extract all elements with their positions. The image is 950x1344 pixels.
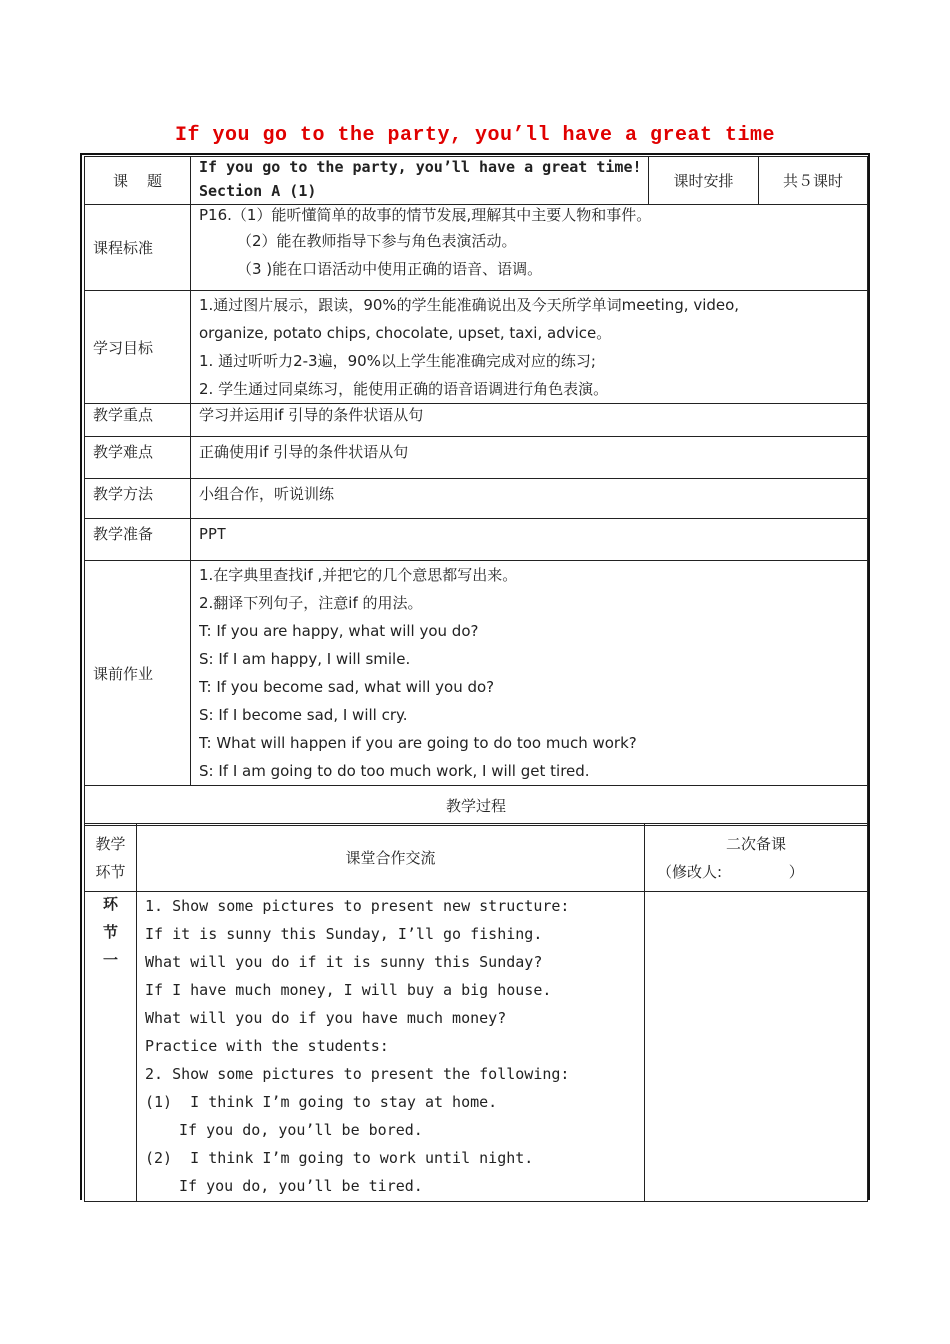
stage-column-header — [85, 824, 137, 892]
standards-line: （3 )能在口语活动中使用正确的语音、语调。 — [237, 260, 543, 278]
homework-label: 课前作业 — [85, 561, 191, 786]
activity-line: (1) I think I’m going to stay at home. — [145, 1093, 498, 1111]
standards-line: P16.（1）能听懂简单的故事的情节发展,理解其中主要人物和事件。 — [199, 206, 652, 224]
revision-editor-field: （修改人: ） — [657, 862, 804, 881]
activity-line: Practice with the students: — [145, 1037, 389, 1055]
objectives-cell — [191, 291, 868, 404]
objectives-line: 1.通过图片展示，跟读，90%的学生能准确说出及今天所学单词meeting, video, — [199, 296, 740, 314]
difficulty-label: 教学难点 — [85, 437, 191, 479]
difficulty-row — [85, 437, 868, 479]
activity-column-header: 课堂合作交流 — [137, 824, 645, 892]
activity-line: If you do, you’ll be tired. — [179, 1177, 423, 1195]
activity-line: If I have much money, I will buy a big house. — [145, 981, 552, 999]
standards-line: （2）能在教师指导下参与角色表演活动。 — [237, 232, 517, 250]
process-heading: 教学过程 — [85, 786, 868, 826]
schedule-label: 课时安排 — [649, 157, 759, 205]
topic-label: 课 题 — [85, 157, 191, 205]
objectives-line: 1. 通过听听力2-3遍，90%以上学生能准确完成对应的练习; — [199, 352, 596, 370]
topic-cell — [191, 157, 649, 205]
activity-line: 1. Show some pictures to present new structure: — [145, 897, 570, 915]
stage-char: 一 — [102, 951, 118, 969]
preparation-row — [85, 519, 868, 561]
activity-line: What will you do if you have much money? — [145, 1009, 507, 1027]
method-value: 小组合作，听说训练 — [191, 479, 868, 519]
method-row — [85, 479, 868, 519]
preparation-value: PPT — [191, 519, 868, 561]
homework-line: 2.翻译下列句子，注意if 的用法。 — [199, 594, 423, 612]
topic-section: Section A (1) — [199, 182, 317, 200]
revision-header-title: 二次备课 — [725, 834, 786, 853]
homework-line: 1.在字典里查找if ,并把它的几个意思都写出来。 — [199, 566, 518, 584]
process-table — [84, 823, 868, 1202]
standards-row — [85, 205, 868, 291]
stage-one-content — [137, 892, 645, 1202]
standards-label: 课程标准 — [85, 205, 191, 291]
stage-header-line1: 教学 — [95, 834, 126, 853]
objectives-line: 2. 学生通过同桌练习，能使用正确的语音语调进行角色表演。 — [199, 380, 609, 398]
revision-column-header — [645, 824, 868, 892]
key-point-value: 学习并运用if 引导的条件状语从句 — [191, 404, 868, 437]
process-header-row — [85, 824, 868, 892]
stage-header-line2: 环节 — [95, 862, 126, 881]
activity-line: (2) I think I’m going to work until night. — [145, 1149, 534, 1167]
activity-line: If you do, you’ll be bored. — [179, 1121, 423, 1139]
standards-cell — [191, 205, 868, 291]
stage-one-label — [85, 892, 137, 1202]
activity-line: What will you do if it is sunny this Sunday? — [145, 953, 543, 971]
activity-line: If it is sunny this Sunday, I’ll go fishing. — [145, 925, 543, 943]
preparation-label: 教学准备 — [85, 519, 191, 561]
key-point-label: 教学重点 — [85, 404, 191, 437]
homework-cell — [191, 561, 868, 786]
activity-line: 2. Show some pictures to present the following: — [145, 1065, 570, 1083]
difficulty-value: 正确使用if 引导的条件状语从句 — [191, 437, 868, 479]
process-heading-row — [85, 786, 868, 826]
objectives-line: organize, potato chips, chocolate, upset, taxi, advice。 — [199, 324, 612, 342]
homework-row — [85, 561, 868, 786]
homework-line: S: If I am happy, I will smile. — [199, 650, 411, 668]
document-title: If you go to the party, you’ll have a great time — [174, 124, 776, 147]
homework-line: S: If I am going to do too much work, I will get tired. — [199, 762, 590, 780]
stage-char: 节 — [102, 923, 118, 941]
homework-line: T: If you are happy, what will you do? — [199, 622, 479, 640]
lesson-plan-table — [84, 204, 868, 826]
method-label: 教学方法 — [85, 479, 191, 519]
topic-title: If you go to the party, you’ll have a great time! — [199, 158, 642, 176]
schedule-value: 共５课时 — [759, 157, 868, 205]
topic-row — [85, 157, 868, 205]
stage-one-revision-notes — [645, 892, 868, 1202]
lesson-info-table — [84, 156, 868, 205]
objectives-label: 学习目标 — [85, 291, 191, 404]
stage-char: 环 — [102, 895, 118, 913]
key-point-row — [85, 404, 868, 437]
homework-line: T: What will happen if you are going to do too much work? — [199, 734, 637, 752]
homework-line: S: If I become sad, I will cry. — [199, 706, 408, 724]
stage-one-row — [85, 892, 868, 1202]
homework-line: T: If you become sad, what will you do? — [199, 678, 495, 696]
objectives-row — [85, 291, 868, 404]
